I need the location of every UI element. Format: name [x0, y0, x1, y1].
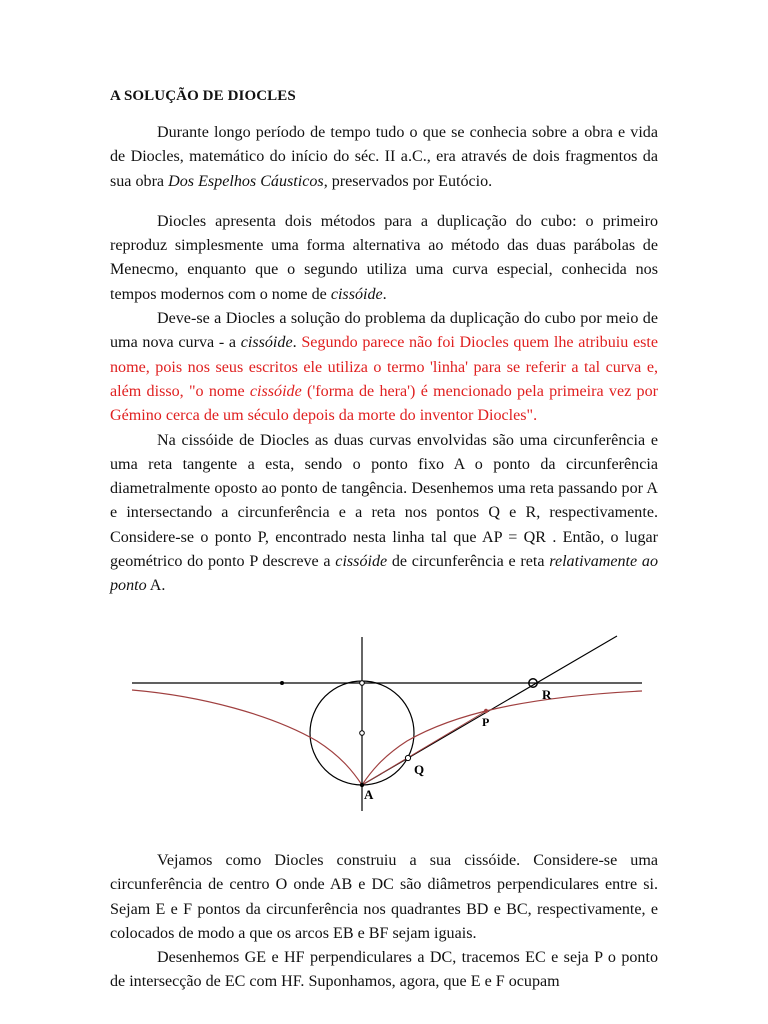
book-title: Dos Espelhos Cáusticos — [168, 172, 324, 190]
paragraph-4-text-b: de circunferência e reta — [387, 553, 550, 571]
point-tangency — [360, 681, 365, 686]
label-q: Q — [414, 762, 425, 777]
paragraph-4 — [110, 429, 658, 599]
paragraph-2 — [110, 210, 658, 307]
document-body — [110, 88, 658, 599]
cissoid-curve-left — [132, 690, 362, 785]
highlighted-note-b: ('forma de hera') é mencionado pela primeira vez por Gémino cerca de um século depois da morte do inventor Diocles". — [110, 382, 658, 425]
paragraph-4-text-a: Na cissóide de Diocles as duas curvas envolvidas são uma circunferência e uma reta tangente a esta, sendo o ponto fixo A o ponto da circunferência diametralmente oposto ao ponto de tangência. Desenhemos uma reta passando por A e intersectando a circunferência e a reta nos pontos Q e R, respectivamente. Considere-se o ponto P, encontrado nesta linha tal que AP = QR . Então, o lugar geométrico do ponto P descreve a — [110, 431, 658, 571]
cissoid-curve-right — [362, 691, 642, 785]
label-p: P — [482, 715, 490, 729]
point-left-marker — [280, 681, 284, 685]
paragraph-3-text-b: . — [292, 334, 302, 352]
section-heading: A SOLUÇÃO DE DIOCLES — [110, 88, 296, 104]
paragraph-1-text-b: , preservados por Eutócio. — [323, 172, 493, 190]
term-cissoid: cissóide — [335, 553, 388, 571]
paragraph-1-text-a: Durante longo período de tempo tudo o que se conhecia sobre a obra e vida de Diocles, matemático do início do séc. II a.C., era através de dois fragmentos da sua obra — [110, 124, 658, 190]
point-p — [484, 709, 488, 713]
cissoid-diagram — [132, 633, 642, 813]
label-r: R — [542, 687, 552, 702]
paragraph-4-text-c: A. — [146, 577, 166, 595]
paragraph-3 — [110, 307, 658, 428]
cissoid-diagram-svg — [132, 633, 642, 813]
paragraph-3-text-a: Deve-se a Diocles a solução do problema da duplicação do cubo por meio de uma nova curva - a — [110, 310, 658, 352]
paragraph-2-text-b: . — [382, 285, 387, 303]
document-body-continued — [110, 849, 658, 995]
term-cissoid: cissóide — [240, 334, 293, 352]
term-cissoid: cissóide — [330, 285, 383, 303]
highlighted-note-a: Segundo parece não foi Diocles quem lhe atribuiu este nome, pois nos seus escritos ele utiliza o termo 'linha' para se referir a tal curva e, além disso, "o nome — [110, 334, 659, 400]
paragraph-5: Vejamos como Diocles construiu a sua cissóide. Considere-se uma circunferência de centro O onde AB e DC são diâmetros perpendiculares entre si. Sejam E e F pontos da circunferência nos quadrantes BD e BC, respectivamente, e colocados de modo a que os arcos EB e BF sejam iguais. — [110, 852, 658, 942]
paragraph-1 — [110, 121, 658, 194]
point-q — [405, 755, 410, 760]
label-a: A — [364, 787, 374, 802]
paragraph-6: Desenhemos GE e HF perpendiculares a DC, tracemos EC e seja P o ponto de intersecção de EC com HF. Suponhamos, agora, que E e F ocupam — [110, 949, 658, 991]
paragraph-2-text-a: Diocles apresenta dois métodos para a duplicação do cubo: o primeiro reproduz simplesmente uma forma alternativa ao método das duas parábolas de Menecmo, enquanto que o segundo utiliza uma curva especial, conhecida nos tempos modernos com o nome de — [110, 212, 658, 303]
point-center — [360, 731, 365, 736]
highlighted-term: cissóide — [249, 382, 302, 400]
term-relative-point: relativamente ao ponto — [110, 553, 658, 595]
